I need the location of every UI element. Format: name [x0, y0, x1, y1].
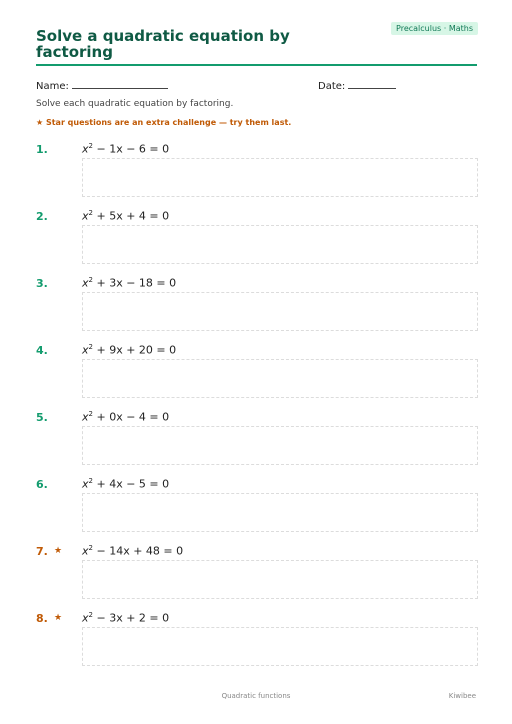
answer-box[interactable]	[82, 292, 478, 331]
question-4	[0, 344, 512, 404]
question-6	[0, 478, 512, 538]
page-title: Solve a quadratic equation by factoring	[36, 27, 290, 61]
answer-box[interactable]	[82, 225, 478, 264]
subject-badge: Precalculus · Maths	[391, 22, 478, 35]
date-label: Date:	[318, 81, 346, 92]
question-equation: $x^2 - 3x + 2 = 0$	[82, 611, 170, 625]
question-equation: $x^2 + 9x + 20 = 0$	[82, 343, 177, 357]
question-number: 3.	[36, 277, 48, 290]
question-number: 7.	[36, 545, 48, 558]
date-field[interactable]	[318, 79, 396, 92]
name-field[interactable]	[36, 79, 168, 92]
question-5	[0, 411, 512, 471]
question-number: 5.	[36, 411, 48, 424]
star-icon: ★	[54, 546, 63, 556]
footer-brand: Kiwibee	[448, 692, 476, 700]
instructions: Solve each quadratic equation by factoring.	[36, 99, 234, 109]
question-equation: $x^2 + 0x - 4 = 0$	[82, 410, 170, 424]
question-equation: $x^2 + 4x - 5 = 0$	[82, 477, 170, 491]
question-1	[0, 143, 512, 203]
question-3	[0, 277, 512, 337]
question-equation: $x^2 + 5x + 4 = 0$	[82, 209, 170, 223]
question-number: 4.	[36, 344, 48, 357]
question-equation: $x^2 + 3x - 18 = 0$	[82, 276, 177, 290]
star-icon: ★	[54, 613, 63, 623]
answer-box[interactable]	[82, 627, 478, 666]
question-number: 1.	[36, 143, 48, 156]
answer-box[interactable]	[82, 493, 478, 532]
question-number: 8.	[36, 612, 48, 625]
answer-box[interactable]	[82, 560, 478, 599]
question-7	[0, 545, 512, 605]
question-2	[0, 210, 512, 270]
footer-topic: Quadratic functions	[221, 692, 291, 700]
question-number: 6.	[36, 478, 48, 491]
name-label: Name:	[36, 81, 69, 92]
question-8	[0, 612, 512, 672]
answer-box[interactable]	[82, 359, 478, 398]
question-number: 2.	[36, 210, 48, 223]
question-equation: $x^2 - 1x - 6 = 0$	[82, 142, 170, 156]
answer-box[interactable]	[82, 426, 478, 465]
challenge-note: ★ Star questions are an extra challenge — try them last.	[36, 118, 292, 127]
answer-box[interactable]	[82, 158, 478, 197]
question-equation: $x^2 - 14x + 48 = 0$	[82, 544, 184, 558]
date-blank-line[interactable]	[348, 79, 396, 89]
header-divider	[36, 64, 477, 66]
name-blank-line[interactable]	[72, 79, 168, 89]
